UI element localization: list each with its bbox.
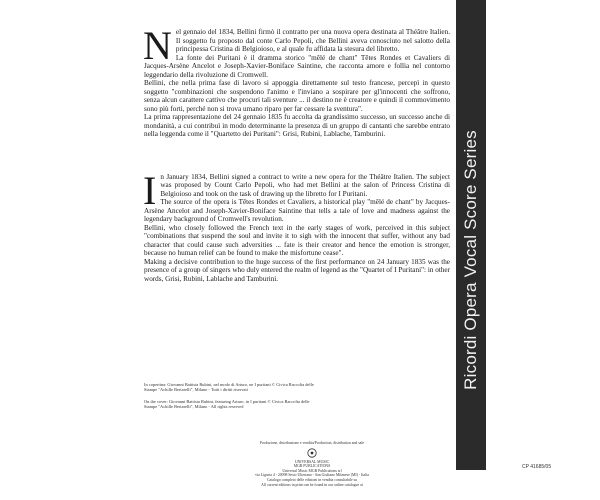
italian-text: [143, 23, 450, 139]
english-dropcap: I: [143, 167, 157, 213]
series-title: Ricordi Opera Vocal Score Series: [461, 130, 480, 390]
publisher-line: Catalogo completo delle edizioni in vendita consultabile su: [267, 477, 357, 482]
publisher-logo-icon: [306, 448, 318, 458]
series-sidebar: [456, 0, 486, 470]
cover-credits: [144, 382, 314, 409]
english-paragraph: In January 1834, Bellini signed a contract to write a new opera for the Théâtre Italien. The subject was proposed by Count Carlo Pepoli, who had met Bellini at the salon of Princess Cristina di Belgioioso and took on the task of drawing up the libretto for I Puritani.: [143, 167, 450, 213]
italian-paragraph: La fonte dei Puritani è il dramma storico "mêlé de chant" Têtes Rondes et Cavaliers di Jacques-Arsène Ancelot e Joseph-Xavier-Boniface Saintine, che racconta amore e follia nel contorno leggendario della rivoluzione di Cromwell.: [144, 53, 450, 79]
publisher-line: via Liguria 4 - 20098 Sesto Ulteriano - San Giuliano Milanese (MI) - Italia: [255, 473, 369, 478]
text-column: [143, 23, 450, 283]
catalog-number: CP 41685/05: [522, 464, 552, 470]
credit-english: On the cover: Giovanni Battista Rubini, featuring Arturo, in I puritani © Civica Raccolta delle Stampe "Achille Bertarelli", Milano - All rights reserved: [144, 398, 310, 409]
english-text: [143, 167, 450, 284]
english-paragraph: The source of the opera is Têtes Rondes et Cavaliers, a historical play "mêlé de chant" by Jacques-Arsène Ancelot and Joseph-Xavier-Boniface Saintine that tells a tale of love and madness against the legendary background of Cromwell's revolution.: [144, 198, 450, 223]
english-paragraph: Bellini, who closely followed the French text in the early stages of work, perceived in this subject "combinations that suspend the soul and invite it to sigh with the innocent that suffer, without any bad character that could cause such adversities ... fate is their creator and hence the emotion is stronger, because no human relief can be found to make the misfortune cease".: [144, 223, 450, 257]
publisher-info: [222, 441, 402, 487]
italian-paragraph: Bellini, che nella prima fase di lavoro si appoggia direttamente sul testo francese, percepì in questo soggetto "combinazioni che sospendono l'animo e l'inviano a sospirare per gl'innocenti che soffrono, senza alcun carattere cattivo che procuri tali sventure ... il destino ne è creatore e quindi il commovimento sono più forti, perché non si trova umano riparo per far cessare la sventura".: [144, 79, 450, 113]
publisher-line: All current editions in print can be found in our online catalogue at: [261, 482, 363, 487]
credit-italian: In copertina: Giovanni Battista Rubini, nel modo di Arturo, ne I puritani © Civica Raccolta delle Stampe "Achille Bertarelli", Milano - Tutti i diritti riservati: [144, 382, 314, 393]
publisher-line: Produzione, distribuzione e vendita/Production, distribution and sale: [259, 441, 365, 445]
publisher-line: MGB PUBLICATIONS: [293, 464, 331, 469]
italian-paragraph: Nel gennaio del 1834, Bellini firmò il contratto per una nuova opera destinata al Théâtre Italien. Il soggetto fu proposto dal conte Carlo Pepoli, che Bellini aveva conosciuto nel salotto della principessa Cristina di Belgioioso, e al quale fu affidata la stesura del libretto.: [143, 23, 450, 68]
italian-dropcap: N: [143, 23, 172, 68]
publisher-line: UNIVERSAL MUSIC: [294, 459, 330, 464]
english-paragraph: Making a decisive contribution to the huge success of the first performance on 24 January 1835 was the presence of a group of singers who duly entered the realm of legend as the "Quartet of I Puritani": in other words, Grisi, Rubini, Lablache and Tamburini.: [144, 257, 450, 283]
publisher-line: Universal Music MGB Publications srl: [282, 468, 342, 473]
italian-paragraph: La prima rappresentazione del 24 gennaio 1835 fu accolta da grandissimo successo, un successo anche di mondanità, a cui contribuì in modo determinante la presenza di un gruppo di cantanti che sarebbe entrato nella leggenda come il "Quartetto dei Puritani": Grisi, Rubini, Lablache, Tamburini.: [144, 113, 450, 138]
